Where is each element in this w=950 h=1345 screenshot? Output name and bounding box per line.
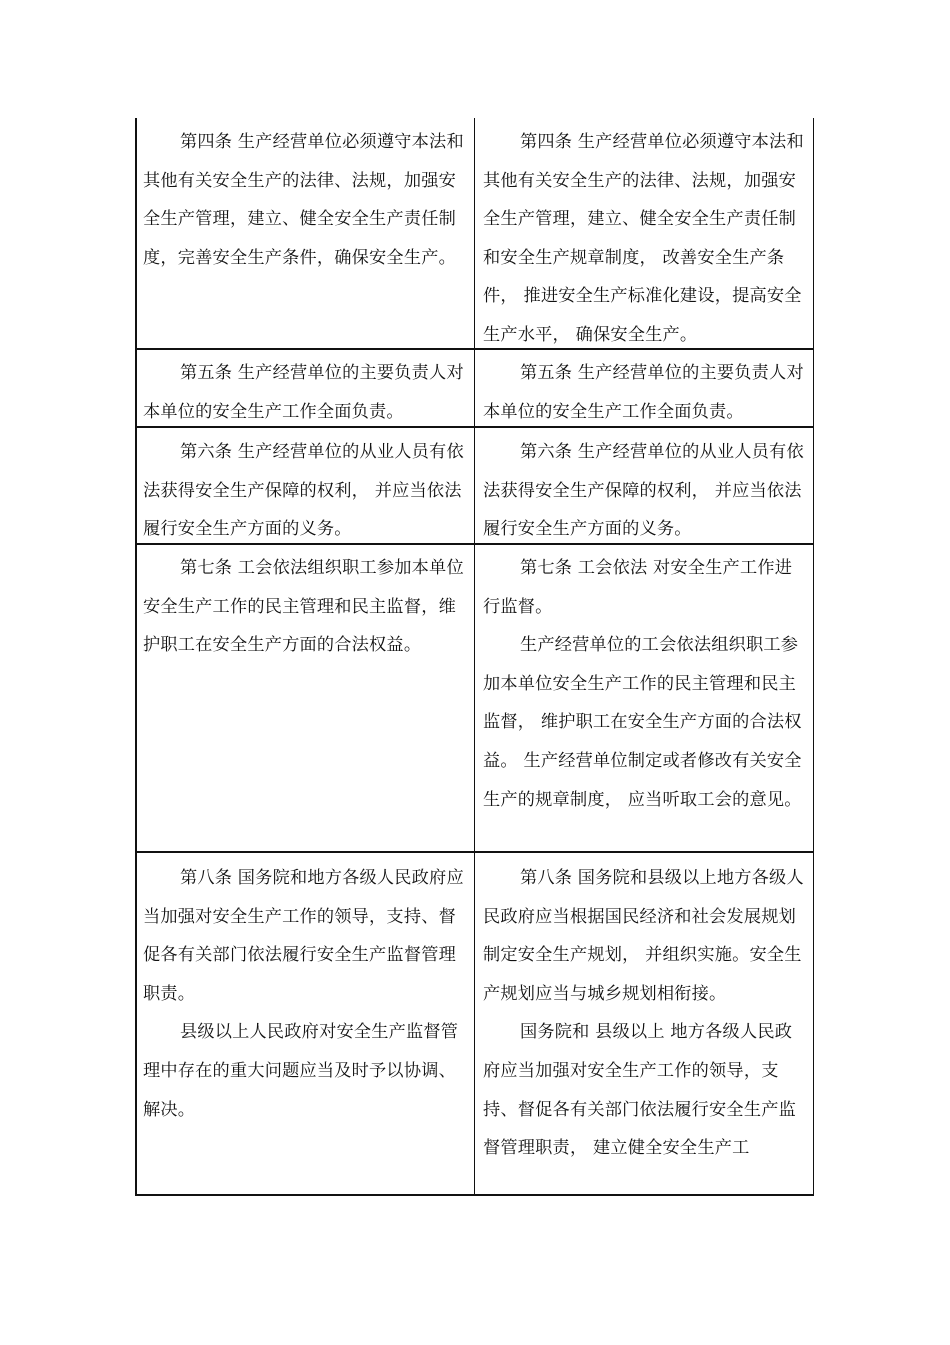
article-7-new-para-2: 生产经营单位的工会依法组织职工参加本单位安全生产工作的民主管理和民主监督， 维护职工在安全生产方面的合法权益。 生产经营单位制定或者修改有关安全生产的规章制度， 应当听取工会的意见。: [483, 635, 802, 810]
table-row-article-6: [135, 433, 814, 543]
article-5-old: 第五条 生产经营单位的主要负责人对本单位的安全生产工作全面负责。: [143, 363, 464, 422]
table-bottom-border: [135, 1194, 814, 1196]
table-row-article-5: [135, 354, 814, 426]
article-8-old-para-1: 第八条 国务院和地方各级人民政府应当加强对安全生产工作的领导，支持、督促各有关部门依法履行安全生产监督管理职责。: [143, 868, 464, 1004]
new-text-cell: [483, 123, 808, 355]
old-text-cell: [143, 354, 473, 431]
new-text-cell: [483, 859, 808, 1168]
article-7-old: 第七条 工会依法组织职工参加本单位安全生产工作的民主管理和民主监督，维护职工在安全生产方面的合法权益。: [143, 558, 464, 656]
article-7-new-para-1: 第七条 工会依法 对安全生产工作进行监督。: [483, 558, 793, 617]
article-6-old: 第六条 生产经营单位的从业人员有依法获得安全生产保障的权利， 并应当依法履行安全生产方面的义务。: [143, 442, 464, 540]
table-row-article-4: [135, 123, 814, 349]
row-divider: [135, 426, 814, 428]
table-row-article-7: [135, 549, 814, 851]
row-divider: [135, 543, 814, 545]
row-divider: [135, 851, 814, 853]
new-text-cell: [483, 354, 808, 431]
article-6-new: 第六条 生产经营单位的从业人员有依法获得安全生产保障的权利， 并应当依法履行安全生产方面的义务。: [483, 442, 804, 540]
article-8-new-para-1: 第八条 国务院和县级以上地方各级人民政府应当根据国民经济和社会发展规划制定安全生产规划， 并组织实施。安全生产规划应当与城乡规划相衔接。: [483, 868, 804, 1004]
old-text-cell: [143, 433, 473, 549]
row-divider: [135, 348, 814, 350]
old-text-cell: [143, 123, 473, 277]
article-4-new: 第四条 生产经营单位必须遵守本法和其他有关安全生产的法律、法规，加强安全生产管理，建立、健全安全生产责任制 和安全生产规章制度， 改善安全生产条件， 推进安全生产标准化建设，提高安全生产水平， 确保安全生产。: [483, 132, 804, 345]
new-text-cell: [483, 433, 808, 549]
article-4-old: 第四条 生产经营单位必须遵守本法和其他有关安全生产的法律、法规，加强安全生产管理，建立、健全安全生产责任制度，完善安全生产条件，确保安全生产。: [143, 132, 464, 268]
old-text-cell: [143, 549, 473, 665]
article-8-new-para-2: 国务院和 县级以上 地方各级人民政府应当加强对安全生产工作的领导，支持、督促各有关部门依法履行安全生产监督管理职责， 建立健全安全生产工: [483, 1022, 796, 1159]
new-text-cell: [483, 549, 808, 819]
article-8-old-para-2: 县级以上人民政府对安全生产监督管理中存在的重大问题应当及时予以协调、解决。: [143, 1022, 459, 1120]
table-row-article-8: [135, 859, 814, 1195]
article-5-new: 第五条 生产经营单位的主要负责人对本单位的安全生产工作全面负责。: [483, 363, 804, 422]
old-text-cell: [143, 859, 473, 1129]
